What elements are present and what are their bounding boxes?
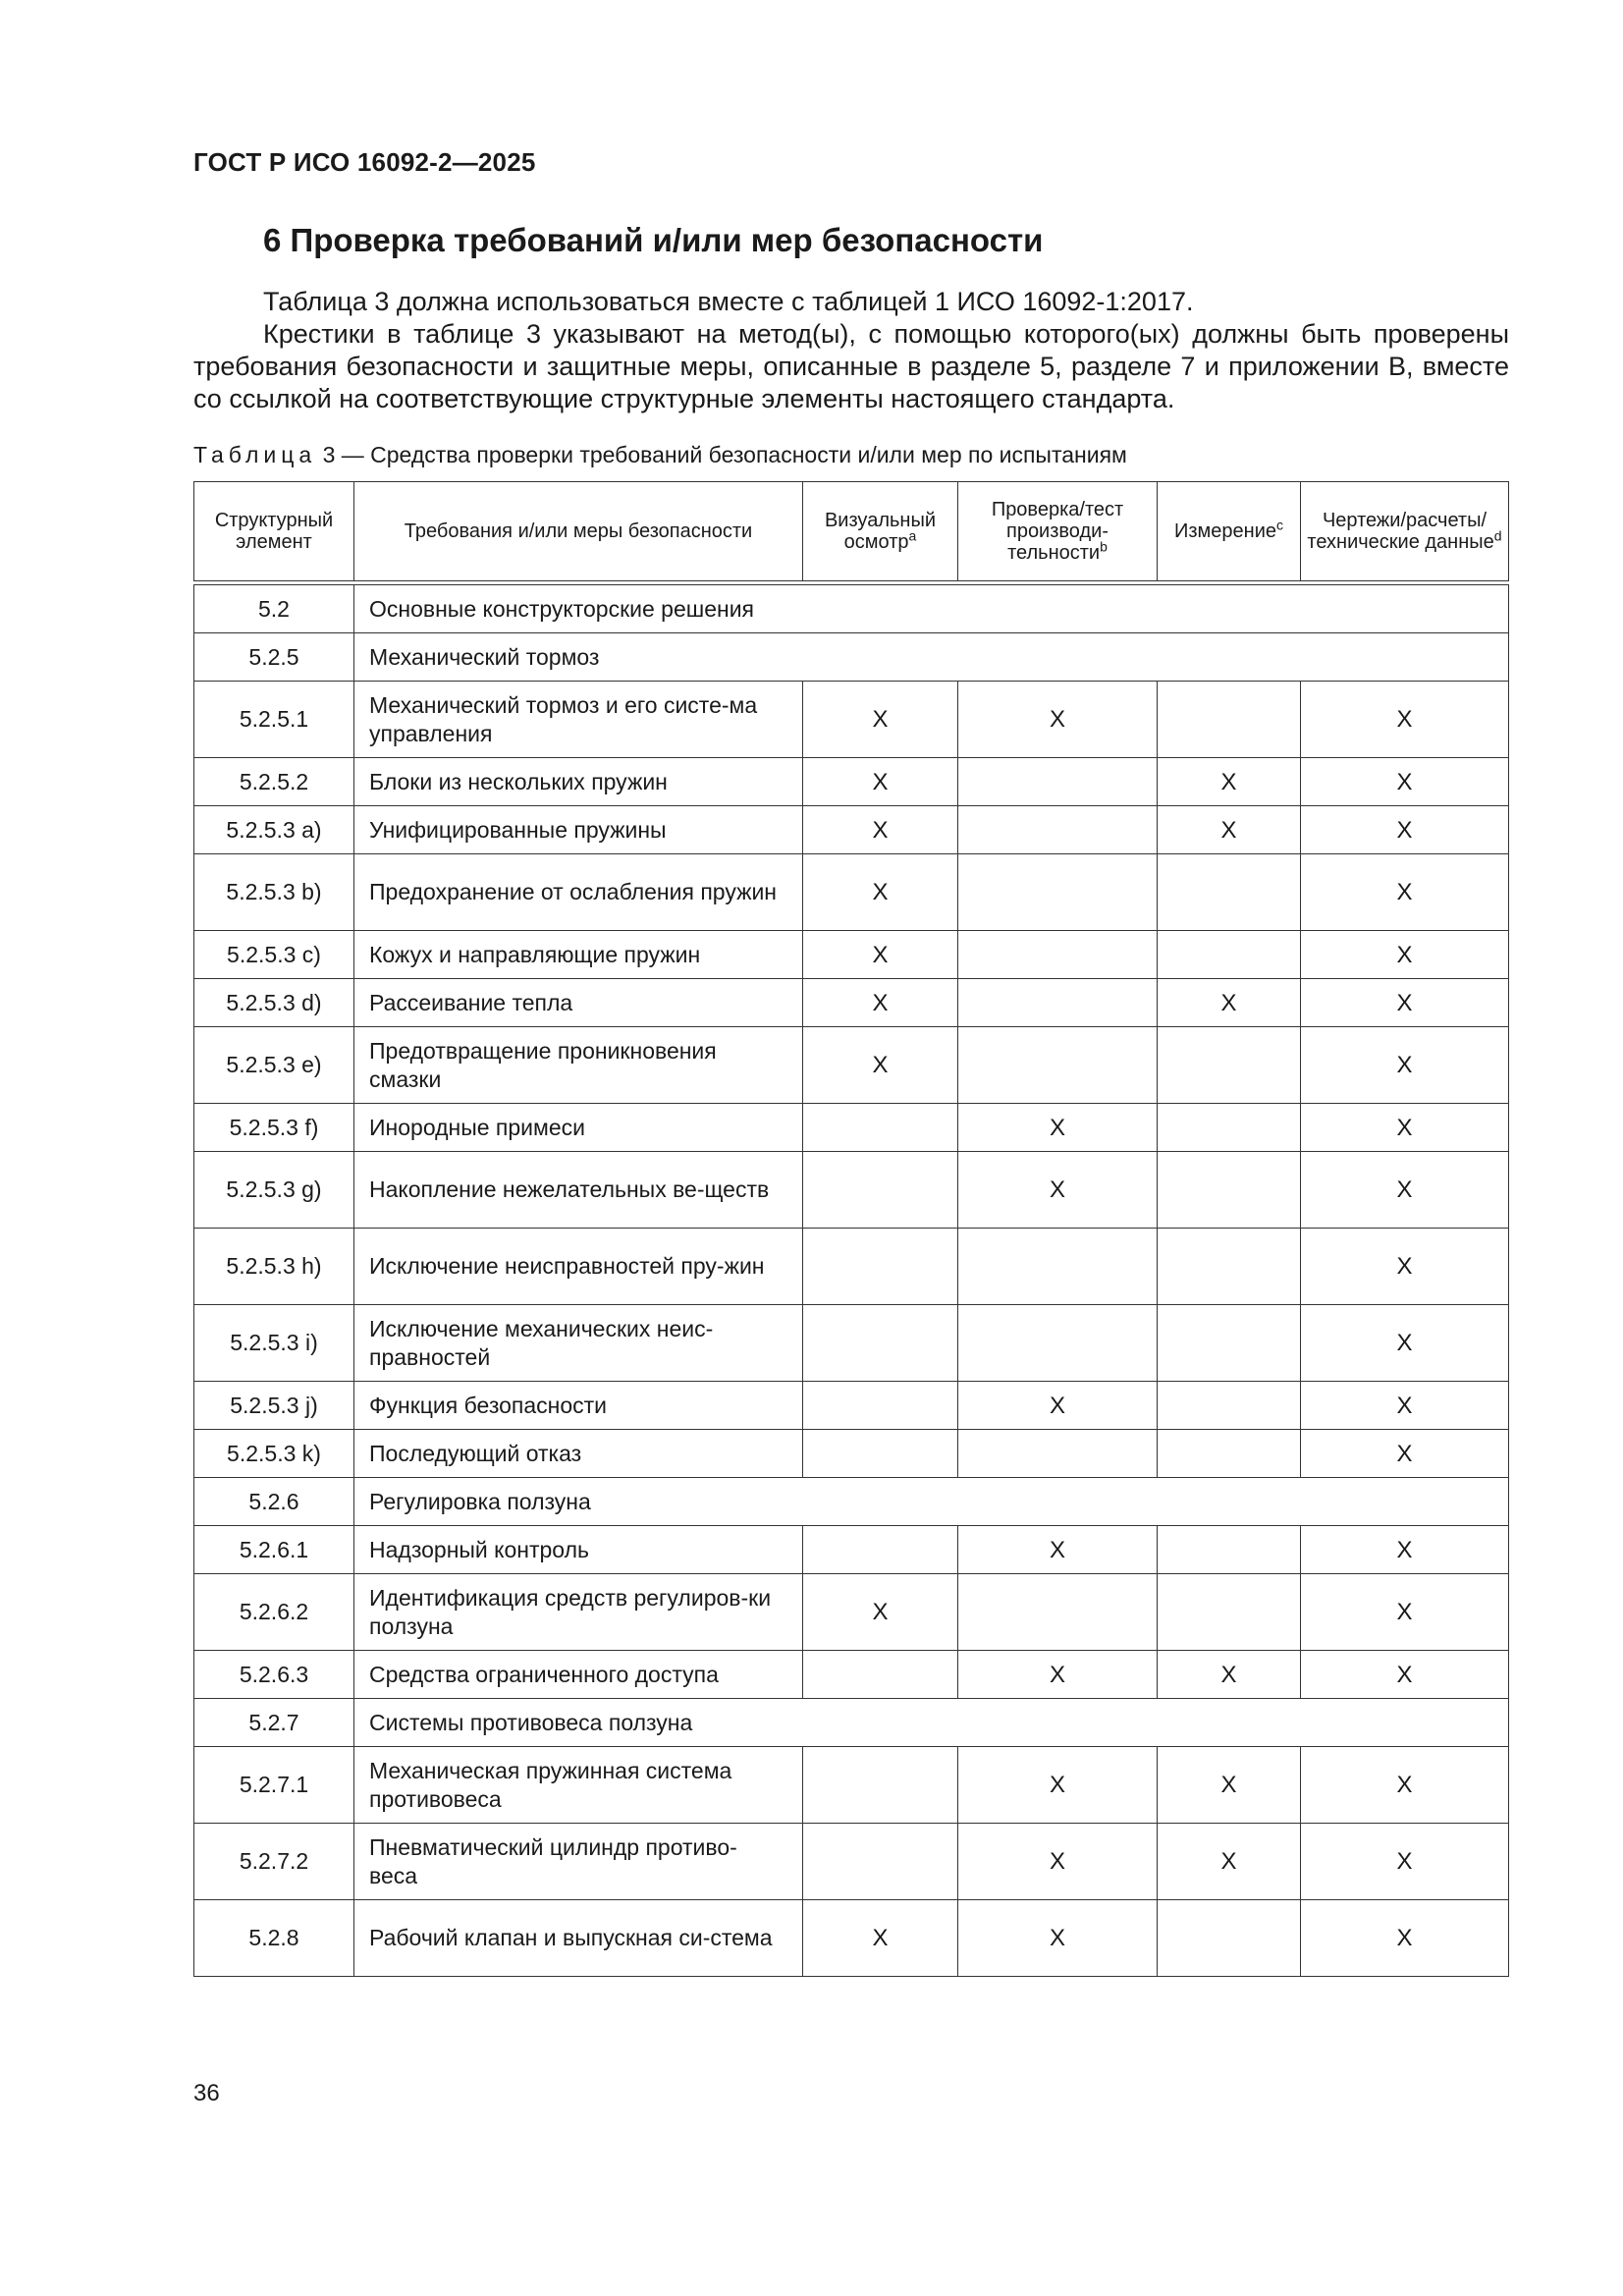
header-visual-footnote: a [908, 527, 917, 544]
row-requirement: Кожух и направляющие пружин [354, 931, 803, 979]
row-requirement: Идентификация средств регулиров-ки ползуна [354, 1574, 803, 1651]
row-requirement: Исключение неисправностей пру-жин [354, 1229, 803, 1305]
mark-drawings: X [1301, 758, 1509, 806]
table-row [194, 931, 1509, 979]
table-row [194, 585, 1509, 633]
row-element-number: 5.2.5.2 [194, 758, 354, 806]
mark-performance [958, 1574, 1158, 1651]
mark-measurement [1158, 1900, 1301, 1977]
mark-measurement: X [1158, 1747, 1301, 1824]
mark-drawings: X [1301, 806, 1509, 854]
mark-drawings: X [1301, 1824, 1509, 1900]
row-requirement: Средства ограниченного доступа [354, 1651, 803, 1699]
mark-measurement: X [1158, 1824, 1301, 1900]
mark-performance: X [958, 1651, 1158, 1699]
row-requirement: Инородные примеси [354, 1104, 803, 1152]
mark-performance: X [958, 1104, 1158, 1152]
header-measurement [1158, 482, 1301, 581]
mark-measurement [1158, 1027, 1301, 1104]
row-requirement: Рассеивание тепла [354, 979, 803, 1027]
mark-drawings: X [1301, 1747, 1509, 1824]
mark-visual: X [803, 1027, 958, 1104]
row-requirement: Пневматический цилиндр противо-веса [354, 1824, 803, 1900]
mark-performance [958, 758, 1158, 806]
header-performance [958, 482, 1158, 581]
table-body [194, 585, 1509, 1977]
mark-measurement: X [1158, 1651, 1301, 1699]
row-element-number: 5.2.5.3 j) [194, 1382, 354, 1430]
row-element-number: 5.2.5.3 d) [194, 979, 354, 1027]
mark-visual [803, 1430, 958, 1478]
table-row [194, 1900, 1509, 1977]
row-element-number: 5.2.8 [194, 1900, 354, 1977]
row-requirement: Системы противовеса ползуна [354, 1699, 1509, 1747]
row-requirement: Накопление нежелательных ве-ществ [354, 1152, 803, 1229]
mark-drawings: X [1301, 1526, 1509, 1574]
header-performance-footnote: b [1100, 538, 1108, 555]
table-caption [193, 442, 1127, 468]
mark-measurement: X [1158, 979, 1301, 1027]
table-row [194, 1699, 1509, 1747]
page-number: 36 [193, 2080, 220, 2106]
mark-visual [803, 1152, 958, 1229]
mark-performance [958, 931, 1158, 979]
mark-measurement [1158, 1104, 1301, 1152]
table-row [194, 1104, 1509, 1152]
mark-drawings: X [1301, 1104, 1509, 1152]
mark-drawings: X [1301, 1651, 1509, 1699]
mark-measurement [1158, 854, 1301, 931]
table-row [194, 1382, 1509, 1430]
table-row [194, 1305, 1509, 1382]
row-requirement: Последующий отказ [354, 1430, 803, 1478]
row-element-number: 5.2.5.3 a) [194, 806, 354, 854]
mark-measurement [1158, 1152, 1301, 1229]
mark-measurement [1158, 1574, 1301, 1651]
row-requirement: Механическая пружинная система противовеса [354, 1747, 803, 1824]
mark-measurement [1158, 931, 1301, 979]
table-row [194, 1526, 1509, 1574]
section-title: 6 Проверка требований и/или мер безопасности [263, 222, 1044, 258]
table-caption-prefix: Таблица [193, 442, 317, 467]
mark-visual: X [803, 931, 958, 979]
mark-visual: X [803, 979, 958, 1027]
row-element-number: 5.2.5.3 k) [194, 1430, 354, 1478]
table-row [194, 1229, 1509, 1305]
row-element-number: 5.2.5.3 e) [194, 1027, 354, 1104]
row-element-number: 5.2 [194, 585, 354, 633]
mark-drawings: X [1301, 1900, 1509, 1977]
mark-performance: X [958, 1526, 1158, 1574]
row-element-number: 5.2.7.2 [194, 1824, 354, 1900]
mark-visual [803, 1824, 958, 1900]
paragraph-2: Крестики в таблице 3 указывают на метод(ы), с помощью которого(ых) должны быть проверены требования безопасности и защитные меры, описанные в разделе 5, разделе 7 и приложении В, вместе со ссылкой на соответствующие структурные элементы настоящего стандарта. [193, 319, 1509, 413]
table-row [194, 633, 1509, 682]
row-element-number: 5.2.7.1 [194, 1747, 354, 1824]
mark-measurement [1158, 1430, 1301, 1478]
row-element-number: 5.2.5.3 f) [194, 1104, 354, 1152]
row-requirement: Предотвращение проникновения смазки [354, 1027, 803, 1104]
mark-visual [803, 1747, 958, 1824]
mark-performance [958, 1430, 1158, 1478]
mark-drawings: X [1301, 1152, 1509, 1229]
paragraph-1: Таблица 3 должна использоваться вместе с таблицей 1 ИСО 16092-1:2017. [263, 287, 1194, 316]
header-measurement-footnote: c [1276, 517, 1283, 533]
mark-performance [958, 806, 1158, 854]
header-measurement-label: Измерение [1173, 520, 1276, 542]
verification-table [193, 481, 1509, 1977]
mark-measurement [1158, 1305, 1301, 1382]
row-requirement: Механический тормоз [354, 633, 1509, 682]
row-requirement: Основные конструкторские решения [354, 585, 1509, 633]
header-requirement: Требования и/или меры безопасности [354, 482, 803, 581]
row-element-number: 5.2.5.3 c) [194, 931, 354, 979]
header-drawings-label: Чертежи/расчеты/ технические данные [1307, 510, 1494, 553]
table-row [194, 1651, 1509, 1699]
table-row [194, 806, 1509, 854]
mark-performance: X [958, 1382, 1158, 1430]
mark-drawings: X [1301, 1382, 1509, 1430]
mark-measurement [1158, 1526, 1301, 1574]
row-element-number: 5.2.5.3 i) [194, 1305, 354, 1382]
row-requirement: Регулировка ползуна [354, 1478, 1509, 1526]
document-code: ГОСТ Р ИСО 16092-2—2025 [193, 147, 536, 177]
mark-performance [958, 1305, 1158, 1382]
mark-visual: X [803, 806, 958, 854]
mark-drawings: X [1301, 854, 1509, 931]
table-row [194, 979, 1509, 1027]
mark-drawings: X [1301, 1430, 1509, 1478]
mark-drawings: X [1301, 1305, 1509, 1382]
mark-performance: X [958, 682, 1158, 758]
header-drawings [1301, 482, 1509, 581]
row-requirement: Предохранение от ослабления пружин [354, 854, 803, 931]
mark-performance: X [958, 1747, 1158, 1824]
mark-measurement [1158, 1229, 1301, 1305]
mark-drawings: X [1301, 1027, 1509, 1104]
mark-drawings: X [1301, 682, 1509, 758]
mark-drawings: X [1301, 931, 1509, 979]
row-element-number: 5.2.6.2 [194, 1574, 354, 1651]
mark-measurement: X [1158, 758, 1301, 806]
table-row [194, 1824, 1509, 1900]
mark-visual: X [803, 854, 958, 931]
row-requirement: Рабочий клапан и выпускная си-стема [354, 1900, 803, 1977]
table-row [194, 1027, 1509, 1104]
header-drawings-footnote: d [1493, 527, 1502, 544]
row-element-number: 5.2.7 [194, 1699, 354, 1747]
row-requirement: Блоки из нескольких пружин [354, 758, 803, 806]
mark-measurement [1158, 682, 1301, 758]
header-element: Структурный элемент [194, 482, 354, 581]
row-requirement: Функция безопасности [354, 1382, 803, 1430]
table-row [194, 1430, 1509, 1478]
mark-visual [803, 1229, 958, 1305]
mark-visual: X [803, 1574, 958, 1651]
table-row [194, 1478, 1509, 1526]
row-element-number: 5.2.5.3 b) [194, 854, 354, 931]
mark-drawings: X [1301, 1229, 1509, 1305]
mark-measurement: X [1158, 806, 1301, 854]
table-caption-text: 3 — Средства проверки требований безопасности и/или мер по испытаниям [316, 442, 1127, 467]
row-element-number: 5.2.6 [194, 1478, 354, 1526]
mark-visual [803, 1651, 958, 1699]
header-visual-label: Визуальный осмотр [824, 510, 937, 553]
table-row [194, 758, 1509, 806]
header-visual [803, 482, 958, 581]
table-row [194, 1574, 1509, 1651]
mark-performance [958, 854, 1158, 931]
row-element-number: 5.2.5.1 [194, 682, 354, 758]
mark-visual [803, 1104, 958, 1152]
row-element-number: 5.2.6.3 [194, 1651, 354, 1699]
row-element-number: 5.2.5.3 h) [194, 1229, 354, 1305]
table-row [194, 1747, 1509, 1824]
row-element-number: 5.2.5.3 g) [194, 1152, 354, 1229]
mark-performance: X [958, 1152, 1158, 1229]
mark-performance: X [958, 1824, 1158, 1900]
mark-drawings: X [1301, 979, 1509, 1027]
mark-performance [958, 1027, 1158, 1104]
mark-visual [803, 1305, 958, 1382]
row-requirement: Исключение механических неис-правностей [354, 1305, 803, 1382]
row-requirement: Унифицированные пружины [354, 806, 803, 854]
mark-visual [803, 1526, 958, 1574]
row-requirement: Механический тормоз и его систе-ма управления [354, 682, 803, 758]
header-performance-label: Проверка/тест производи-тельности [991, 499, 1124, 564]
table-row [194, 1152, 1509, 1229]
table-row [194, 682, 1509, 758]
row-element-number: 5.2.6.1 [194, 1526, 354, 1574]
mark-performance [958, 1229, 1158, 1305]
row-requirement: Надзорный контроль [354, 1526, 803, 1574]
mark-visual: X [803, 758, 958, 806]
mark-performance [958, 979, 1158, 1027]
mark-visual [803, 1382, 958, 1430]
table-header-row [194, 482, 1509, 581]
mark-performance: X [958, 1900, 1158, 1977]
table-row [194, 854, 1509, 931]
mark-measurement [1158, 1382, 1301, 1430]
row-element-number: 5.2.5 [194, 633, 354, 682]
mark-visual: X [803, 1900, 958, 1977]
mark-visual: X [803, 682, 958, 758]
mark-drawings: X [1301, 1574, 1509, 1651]
